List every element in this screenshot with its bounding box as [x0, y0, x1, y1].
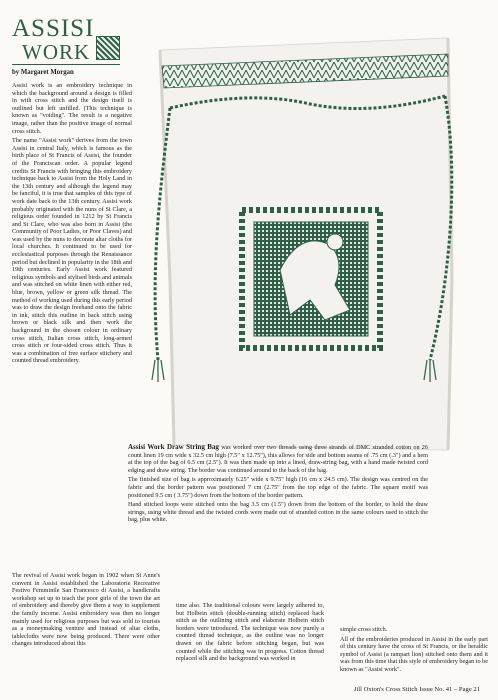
bottom-column-1-text: The revival of Assisi work began in 1902 when St Anne's convent in Assisi established the Laboratorie Recreative Festivo Femminile San Francesco di Assisi, a handicrafts workshop set up to teach the poor girls of the town the art of embroidery and thereby give them a way to supplement the family income. Assisi embroidery was then no longer mainly used for religious purposes but was sold to tourists as a moneymaking venture and instead of altar cloths, tablecloths were now being produced. There were other changes introduced about this	[12, 572, 160, 648]
caption-para-1: was worked over two threads using three strands of DMC stranded cotton on 26 count linen 19 cm wide x 32.5 cm high (7.5" x 12.75"), this allows for side and bottom seams of .75 cm (.3") and a hem at the top of the bag of 6.5 cm (2.5"). It was then made up into a lined, draw-string bag, with a hand made twisted cord edging and draw string. The border was continued around to the back of the bag.	[128, 444, 428, 474]
left-paragraph-2: The name "Assisi work" derives from the town Assisi in central Italy, which is famous as the birth place of St Francis of Assisi, the founder of the Franciscan order. A popular legend credits St Francis with bringing this embroidery technique back to Assisi from the Holy Land in the 13th century and although the legend may be fanciful, it is true that samples of this type of work date back to the 13th century. Assisi work probably originated with the nuns of St Clare, a religious order founded in 1212 by St Francis and St Clare, who was also born in Assisi (the Community of Poor Ladies, or Poor Claves) and was used by the nuns to decorate altar cloths for local churches. It continued to be used for ecclesiastical purposes through the Renaissance period but declined in popularity in the 18th and 19th centuries. Early Assisi work featured religious symbols and stylised birds and animals and was stitched on white linen with either red, blue, brown, yellow or green silk thread. The method of working used during this early period was to draw the design freehand onto the fabric in ink, stitch this outline in back stitch using brown or black silk and then work the background in the chosen colour in ordinary cross stitch, Italian cross stitch, long-armed cross stitch or four-sided cross stitch. Thus it was a combination of free surface stitchery and counted thread embroidery.	[12, 137, 132, 365]
title-assisi: ASSISI	[12, 15, 95, 42]
title-ornament	[96, 36, 120, 60]
bottom-column-3	[340, 626, 488, 676]
bottom-column-2-text: time also. The traditional colours were largely adhered to, but Holbein stitch (double-running stitch) replaced back stitch as the outlining stitch and elaborate Holbein stitch borders were introduced. The technique was now purely a counted thread technique, as the outline was no longer drawn on the fabric before stitching began, but was counted while the stitching was in progress. Cotton thread replaced silk and the background was worked in	[176, 602, 324, 663]
bottom-column-1	[12, 572, 160, 650]
left-column	[12, 82, 132, 367]
bottom-column-3-para-1: simple cross stitch.	[340, 626, 388, 633]
left-paragraph-1: Assisi work is an embroidery technique in which the background around a design is filled in with cross stitch and the design itself is outlined but left unfilled. (This technique is known as "voiding". The result is a negative image, rather than the positive image of normal cross stitch.	[12, 82, 132, 135]
caption-title: Assisi Work Draw String Bag	[128, 443, 219, 451]
byline: by Margaret Morgan	[12, 69, 74, 76]
title-rule	[12, 64, 120, 65]
photo-caption	[128, 444, 428, 526]
title-work: WORK	[22, 40, 91, 64]
bottom-column-2	[176, 602, 324, 665]
drawstring-bag-photo	[130, 30, 470, 460]
caption-para-3: Hand stitched loops were stitched onto the bag 3.5 cm (1.5") down from the bottom of the border, to hold the draw strings, using white thread and the twisted cords were made out of stranded cotton in the same colours used to stitch the bag, plus white.	[128, 501, 428, 524]
bottom-column-3-para-2: All of the embroideries produced in Assisi in the early part of this century have the cross of St Francis, or the heraldic symbol of Assisi (a rampart lion) stitched onto them and it was from this time that this style of embroidery began to be known as "Assisi work".	[340, 635, 488, 673]
page-footer: Jill Oxton's Cross Stitch Issue No. 41 – Page 21	[353, 686, 480, 693]
caption-para-2: The finished size of bag is approximately 6.25" wide x 9.75" high (16 cm x 24.5 cm). The design was centred on the fabric and the border pattern was positioned 7 cm (2.75" from the top edge of the fabric. The square motif was positioned 9.5 cm ( 3.75") down from the bottom of the border pattern.	[128, 476, 428, 499]
